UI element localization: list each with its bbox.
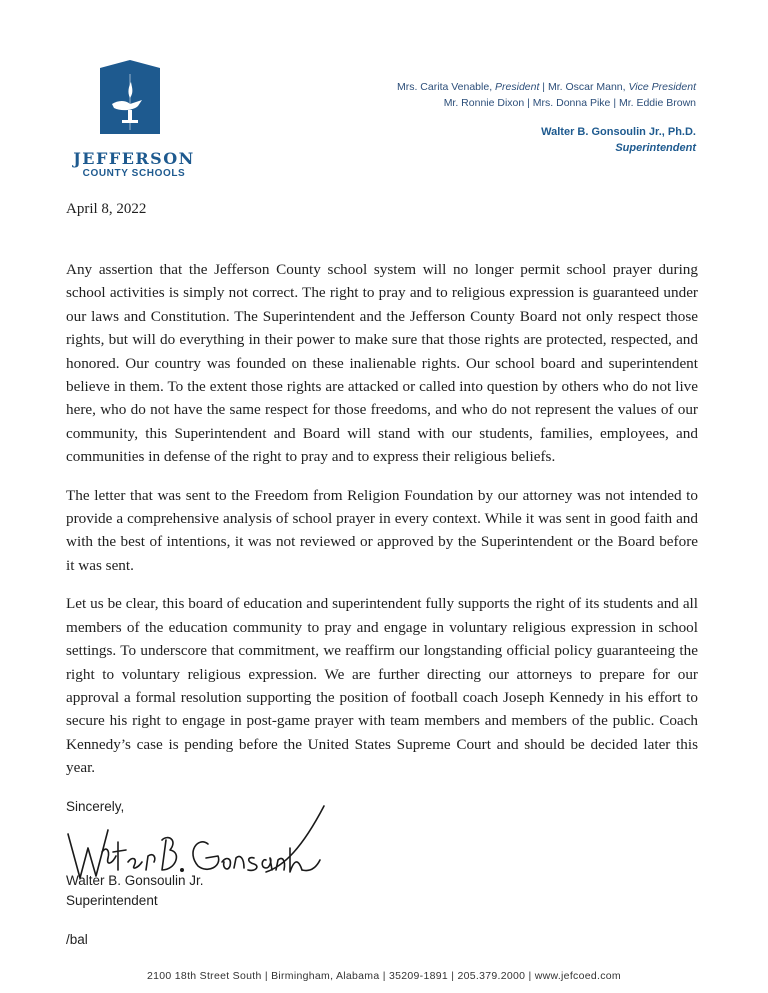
board-members xyxy=(397,79,696,111)
jefferson-county-schools-logo xyxy=(96,60,164,136)
letter-date: April 8, 2022 xyxy=(66,201,147,217)
board-line-1: Mrs. Carita Venable, President | Mr. Oscar Mann, Vice President xyxy=(396,81,696,93)
paragraph-3: Let us be clear, this board of education and superintendent fully supports the right of its students and all members of the education community to pray and engage in voluntary religious expression in school settings. To underscore that commitment, we reaffirm our longstanding official policy guaranteeing the right to voluntary religious expression. We are further directing our attorneys to prepare for our approval a formal resolution supporting the position of football coach Joseph Kennedy in his effort to secure his right to engage in post-game prayer with team members and members of the public. Coach Kennedy’s case is pending before the United States Supreme Court and should be decided later this year. xyxy=(66,595,698,777)
superintendent-title: Superintendent xyxy=(615,142,696,154)
superintendent-name: Walter B. Gonsoulin Jr., Ph.D. xyxy=(541,126,696,138)
signer-block xyxy=(66,871,204,911)
letter-body xyxy=(66,258,698,795)
paragraph-1: Any assertion that the Jefferson County school system will no longer permit school prayer during school activities is simply not correct. The right to pray and to religious expression is guaranteed under our laws and Constitution. The Superintendent and the Jefferson County Board not only respect those rights, but will do everything in their power to make sure that those rights are protected, respected, and honored. Our country was founded on these inalienable rights. Our school board and superintendent believe in them. To the extent those rights are attacked or called into question by others who do not live here, who do not have the same respect for those freedoms, and who do not represent the values of our community, this Superintendent and Board will stand with our students, families, employees, and communities in defense of the right to pray and to express their religious beliefs. xyxy=(66,261,698,466)
org-name: JEFFERSON xyxy=(73,149,195,168)
closing: Sincerely, xyxy=(66,799,125,814)
signer-name: Walter B. Gonsoulin Jr. xyxy=(66,873,204,888)
typist-initials: /bal xyxy=(66,932,88,947)
paragraph-2: The letter that was sent to the Freedom from Religion Foundation by our attorney was not intended to provide a comprehensive analysis of school prayer in every context. While it was sent in good faith and with the best of intentions, it was not reviewed or approved by the Superintendent or the Board before it was sent. xyxy=(66,486,698,574)
superintendent-block xyxy=(541,124,696,156)
signer-title: Superintendent xyxy=(66,893,158,908)
board-line-2: Mr. Ronnie Dixon | Mrs. Donna Pike | Mr. Eddie Brown xyxy=(443,97,696,109)
org-subname: COUNTY SCHOOLS xyxy=(82,168,186,179)
footer-address: 2100 18th Street South | Birmingham, Alabama | 35209-1891 | 205.379.2000 | www.jefcoed.com xyxy=(147,970,621,982)
